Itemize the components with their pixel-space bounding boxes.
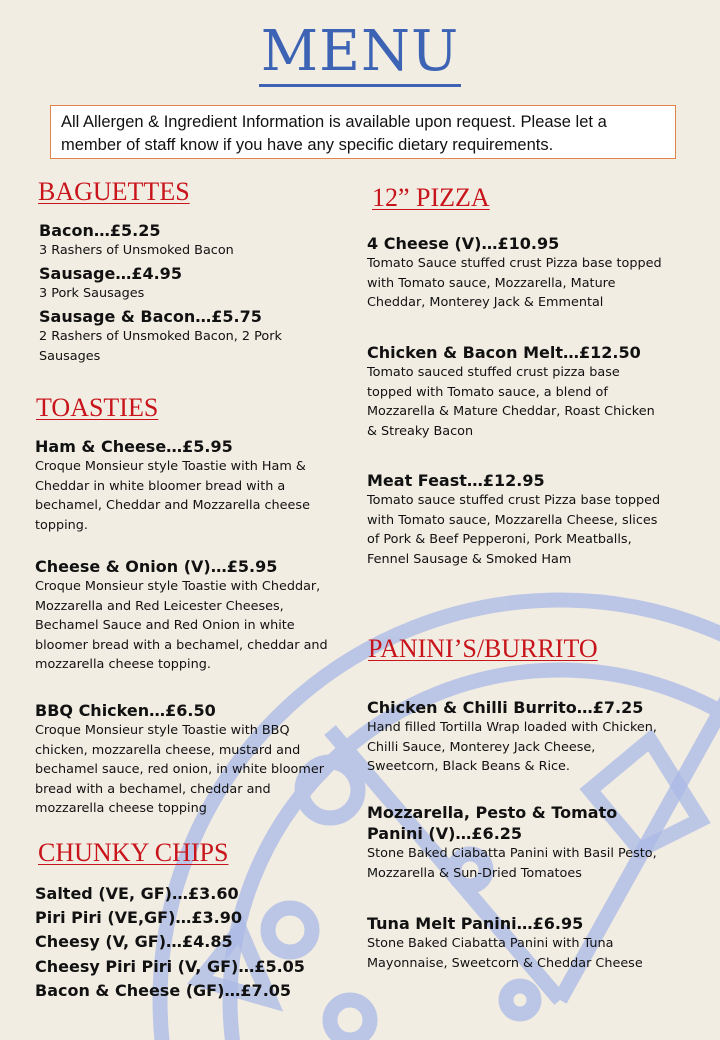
menu-item: Ham & Cheese…£5.95 Croque Monsieur style Toastie with Ham & Cheddar in white bloomer bread with a bechamel, Cheddar and Mozzarella cheese topping. — [35, 437, 310, 533]
menu-title: MENU — [0, 14, 720, 90]
list-item: Cheesy (V, GF)…£4.85 — [35, 932, 233, 952]
section-heading-baguettes: BAGUETTES — [38, 177, 190, 206]
menu-item: Sausage & Bacon…£5.75 2 Rashers of Unsmoked Bacon, 2 Pork Sausages — [39, 307, 282, 364]
list-item: Piri Piri (VE,GF)…£3.90 — [35, 908, 242, 928]
menu-item: Tuna Melt Panini…£6.95 Stone Baked Ciabatta Panini with Tuna Mayonnaise, Sweetcorn & Cheddar Cheese — [367, 914, 643, 971]
list-item: Salted (VE, GF)…£3.60 — [35, 884, 239, 903]
section-heading-toasties: TOASTIES — [36, 393, 159, 422]
menu-item: 4 Cheese (V)…£10.95 Tomato Sauce stuffed crust Pizza base topped with Tomato sauce, Mozzarella, Mature Cheddar, Monterey Jack & Emmental — [367, 234, 662, 310]
menu-item: Meat Feast…£12.95 Tomato sauce stuffed crust Pizza base topped with Tomato sauce, Mozzarella Cheese, slices of Pork & Beef Pepperoni, Pork Meatballs, Fennel Sausage & Smoked Ham — [367, 471, 661, 567]
list-item: Bacon & Cheese (GF)…£7.05 — [35, 980, 292, 1000]
menu-item: Bacon…£5.25 3 Rashers of Unsmoked Bacon — [39, 221, 234, 258]
section-heading-chunky-chips: CHUNKY CHIPS — [38, 838, 229, 867]
menu-item: Cheese & Onion (V)…£5.95 Croque Monsieur style Toastie with Cheddar, Mozzarella and Red Leicester Cheeses, Bechamel Sauce and Red Onion in white bloomer bread with a bechamel, cheddar and mozzarella cheese topping. — [35, 557, 328, 672]
menu-item: Chicken & Chilli Burrito…£7.25 Hand filled Tortilla Wrap loaded with Chicken, Chilli Sauce, Monterey Jack Cheese, Sweetcorn, Black Beans & Rice. — [367, 698, 657, 774]
menu-item: Mozzarella, Pesto & Tomato Panini (V)…£6.25 Stone Baked Ciabatta Panini with Basil Pesto, Mozzarella & Sun-Dried Tomatoes — [367, 803, 657, 881]
menu-item: Chicken & Bacon Melt…£12.50 Tomato sauced stuffed crust pizza base topped with Tomato sauce, a blend of Mozzarella & Mature Cheddar, Roast Chicken & Streaky Bacon — [367, 343, 655, 439]
list-item: Cheesy Piri Piri (V, GF)…£5.05 — [35, 956, 305, 976]
chips-list — [35, 882, 305, 1003]
section-heading-panini-burrito: PANINI’S/BURRITO — [368, 634, 598, 663]
section-heading-pizza: 12” PIZZA — [372, 183, 490, 212]
menu-item: Sausage…£4.95 3 Pork Sausages — [39, 264, 182, 301]
menu-item: BBQ Chicken…£6.50 Croque Monsieur style Toastie with BBQ chicken, mozzarella cheese, mustard and bechamel sauce, red onion, in white bloomer bread with a bechamel, cheddar and mozzarella cheese topping — [35, 701, 324, 816]
allergen-notice: All Allergen & Ingredient Information is available upon request. Please let a member of staff know if you have any specific dietary requirements. — [50, 105, 676, 159]
